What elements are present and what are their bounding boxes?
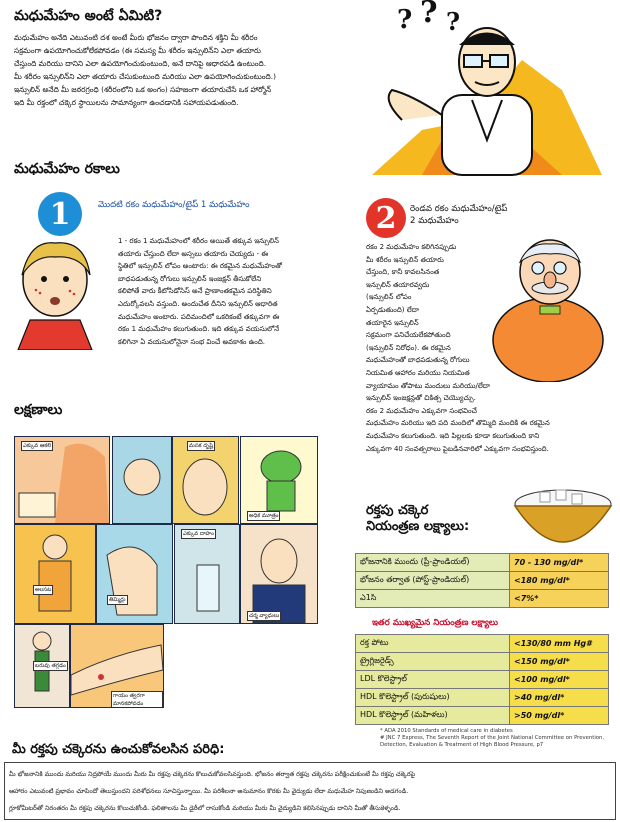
target-value: <130/80 mm Hg#: [510, 635, 609, 653]
range-line: గ్లూకోమీటర్‌తో నిరంతరం మీ రక్తపు చక్కెరను కొలుచుకోండి. ఫలితాలను మీ డైరీలో రాసుకోండి మరియు మీరు మీ వైద్యుడిని కలిసినప్పుడు దానిని మీతో తీసుకెళ్ళండి.: [9, 805, 401, 812]
type2-line: మీ శరీరం ఇన్సులిన్ తయారు: [366, 255, 444, 264]
type1-line: స్థితిలో ఇన్సులిన్ లోపం అంటారు: ఈ రకమైన మధుమేహంతో: [118, 262, 282, 271]
table-row: [356, 671, 609, 689]
table-row: [356, 554, 609, 572]
svg-text:?: ?: [446, 7, 461, 36]
range-line: ఆహారం ఎటువంటి ప్రభావం చూపిందో తెలుస్తుందని పరిశోధనలు సూచిస్తున్నాయి. మీ పరిశీలనా అనుమానం కొరకు మీ వైద్యుడు లేదా మధుమేహ నిపుణుడిని అడగండి.: [9, 788, 409, 795]
type2-title: [410, 204, 507, 228]
type1-title: మొదటి రకం మధుమేహం/టైప్ 1 మధుమేహం: [98, 200, 250, 210]
target-value: <7%*: [510, 590, 609, 608]
type2-line: రకం 2 మధుమేహం ఎక్కువగా సంభవించే: [366, 406, 477, 415]
sugar-bowl-illustration: [510, 488, 616, 554]
type2-description: [366, 241, 616, 455]
intro-line: సక్రమంగా ఉపయోగించుకోలేకపోవడం (ఈ సమస్య మీ శరీరం ఇన్సులిన్‌ని ఎలా తయారు: [14, 46, 261, 55]
symptom-label: తిమ్మిర్లు: [109, 597, 126, 603]
water-glass-icon: [175, 525, 239, 623]
blurred-vision-icon: [113, 437, 171, 523]
type1-line: కలిగినా ఏ వయసులోనైనా సంభ వించే అవకాశం ఉంది.: [118, 337, 266, 346]
target-value: >50 mg/dl*: [510, 707, 609, 725]
type2-badge: [366, 198, 406, 238]
page-title: మధుమేహం అంటే ఏమిటి?: [14, 8, 163, 24]
symptom-panel-eyes: [172, 436, 239, 524]
intro-paragraph: [14, 31, 364, 109]
table-row: [356, 590, 609, 608]
type2-line: ఎక్కువగా 40 సంవత్సరాలు పైబడినవారిలో ఎక్కువగా సంభవిస్తుంది.: [366, 444, 549, 453]
target-value: <150 mg/dl*: [510, 653, 609, 671]
svg-text:?: ?: [420, 0, 438, 30]
symptoms-heading: లక్షణాలు: [14, 402, 63, 418]
symptom-panel-thirst: [174, 524, 240, 624]
type1-line: తయారు చేస్తుంది లేదా అస్సలు తయారు చెయ్యదు - ఈ: [118, 249, 269, 258]
type2-title-line: రెండవ రకం మధుమేహం/టైప్: [410, 204, 508, 214]
symptom-panel-urination: [240, 436, 318, 524]
type2-line: తయారైన ఇన్సులిన్: [366, 318, 419, 327]
symptom-label: బరువు తగ్గడం: [35, 663, 66, 669]
type2-line: మధుమేహం మరియు ఇది పది మందిలో తొమ్మిది మందికి ఈ రకమైన: [366, 419, 550, 428]
symptom-label: మసక దృష్టి: [189, 443, 214, 449]
table-row: [356, 572, 609, 590]
symptom-label: గాయం త్వరగా మానకపోవడం: [111, 691, 163, 708]
target-label: ఎ1సి: [356, 590, 510, 608]
symptom-panel-vision: [112, 436, 172, 524]
type2-line: చేస్తుంది, కానీ కావలసినంత: [366, 268, 440, 277]
symptom-label: అధిక మూత్రం: [249, 513, 279, 519]
symptom-label: అలసట: [35, 587, 52, 593]
confused-doctor-illustration: [362, 0, 617, 190]
sick-boy-illustration: [10, 235, 100, 350]
intro-line: ఇన్సులిన్ అనేది మీ జఠరగ్రంధి (శరీరంలోని ఒక అంగం) సహజంగా తయారుచేసే ఒక హార్మోన్: [14, 85, 272, 94]
type2-line: ఇన్సులిన్ ఇంజక్షన్లతో చికిత్స చెయ్యొచ్చు.: [366, 394, 476, 403]
table-row: [356, 635, 609, 653]
svg-text:?: ?: [397, 5, 413, 35]
symptom-label: చర్మ వ్యాధులు: [249, 613, 280, 619]
target-value: >40 mg/dl*: [510, 689, 609, 707]
symptom-panel-wound: [70, 624, 164, 708]
intro-line: ఇది మీ రక్తంలో చక్కెర స్థాయిలను సామాన్యంగా ఉంచడానికి సహాయపడుతుంది.: [14, 98, 239, 107]
type1-line: ఎదుర్కోవలసి వస్తుంది. అందుచేత దీనిని ఇన్సులిన్ ఆధారిత: [118, 299, 278, 308]
type1-line: రకం 1 మధుమేహం కలుగుతుంది. ఇది తక్కువ వయసులోనే: [118, 325, 280, 334]
type2-title-line: 2 మధుమేహం: [410, 216, 459, 226]
type2-line: సక్రమంగా పనిచేయలేకపోతుంది: [366, 331, 451, 340]
type2-number: 2: [375, 200, 397, 236]
type1-description: [118, 235, 368, 348]
type1-line: బాధపడుతున్న రోగులు ఇన్సులిన్ ఇంజక్షన్ తీసుకోలేని: [118, 274, 262, 283]
type1-badge: [38, 192, 82, 236]
target-label: భోజనానికి ముందు (ప్రీ-ప్రాండియల్): [356, 554, 510, 572]
glucose-heading-line: రక్తపు చక్కెర: [366, 503, 429, 518]
type1-number: 1: [49, 196, 71, 232]
symptom-label: ఎక్కువ దాహం: [183, 531, 214, 537]
intro-line: మధుమేహం అనేది ఎటువంటి దశ అంటే మీరు భోజనం ద్వారా పొందిన శక్తిని మీ శరీరం: [14, 33, 258, 42]
footnotes: [380, 728, 604, 749]
glucose-heading: [366, 503, 469, 535]
range-heading: మీ రక్తపు చక్కెరను ఉంచుకోవలసిన పరిధి:: [12, 742, 225, 757]
type2-line: ఏర్పడుతుంది) లేదా: [366, 305, 419, 314]
intro-line: మీ శరీరం ఇన్సులిన్‌ని ఎలా తయారు చేసుకుంటుంది మరియు ఎలా ఉపయోగించుకుంటుంది.): [14, 72, 276, 81]
scratching-man-icon: [241, 525, 317, 623]
target-label: LDL కొలెస్ట్రాల్: [356, 671, 510, 689]
types-heading: మధుమేహం రకాలు: [14, 161, 120, 177]
target-value: 70 - 130 mg/dl*: [510, 554, 609, 572]
type2-line: నియమిత ఆహారం మరియు నియమిత: [366, 368, 470, 377]
table-row: [356, 689, 609, 707]
symptom-label: ఎక్కువ ఆకలి: [23, 443, 52, 449]
glucose-targets-table: [355, 553, 609, 608]
type2-line: మధుమేహంతో బాధపడుతున్న రోగులు: [366, 356, 470, 365]
target-label: రక్త పోటు: [356, 635, 510, 653]
footnote: # JNC 7 Express, The Seventh Report of the Joint National Committee on Prevention,: [380, 735, 605, 741]
range-line: మీ భోజనానికి ముందు మరియు నిద్రపోయే ముందు మీరు మీ రక్తపు చక్కెరను కొలుచుకోవలసివస్తుంది. భోజనం తర్వాత రక్తపు చక్కెరను పరీక్షించుకుంటే మీ రక్తపు చక్కెరపై: [9, 771, 416, 778]
target-value: <100 mg/dl*: [510, 671, 609, 689]
type2-line: ఇన్సులిన్ తయారవ్వదు: [366, 280, 430, 289]
type2-line: వ్యాయామం తోపాటు మందులు మరియు/లేదా: [366, 381, 491, 390]
table-row: [356, 707, 609, 725]
symptom-panel-hunger: [14, 436, 110, 524]
table-row: [356, 653, 609, 671]
target-value: <180 mg/dl*: [510, 572, 609, 590]
target-label: ట్రైగ్లిజరైడ్స్: [356, 653, 510, 671]
target-label: HDL కొలెస్ట్రాల్ (పురుషులు): [356, 689, 510, 707]
type2-line: (ఇన్సులిన్ లోపం: [366, 293, 412, 302]
symptom-panel-fatigue: [14, 524, 96, 624]
footnote: Detection, Evaluation & Treatment of High Blood Pressure, p7: [380, 742, 544, 748]
weak-person-icon: [15, 525, 95, 623]
type2-line: (ఇన్సులిన్ నిరోధం). ఈ రకమైన: [366, 343, 451, 352]
type1-line: కలిపోతే వారు కీటోసిడోసిస్ అనే ప్రాణాంతకమైన పరిస్థితిని: [118, 287, 272, 296]
target-label: భోజనం తర్వాత (పోస్ట్-ప్రాండియల్): [356, 572, 510, 590]
symptom-panel-feet: [96, 524, 173, 624]
type2-line: రకం 2 మధుమేహం కలిగినప్పుడు: [366, 243, 457, 251]
target-label: HDL కొలెస్ట్రాల్ (మహిళలు): [356, 707, 510, 725]
type1-line: 1 - రకం 1 మధుమేహంలో శరీరం అయితే తక్కువ ఇన్సులిన్: [118, 237, 279, 245]
foot-icon: [97, 525, 172, 623]
symptom-panel-skin: [240, 524, 318, 624]
symptom-panel-weight: [14, 624, 70, 708]
other-targets-table: [355, 634, 609, 725]
glucose-heading-line: నియంత్రణ లక్ష్యాలు:: [366, 519, 470, 534]
intro-line: చేస్తుంది మరియు దానిని ఎలా ఉపయోగించుకుంటుంది, అనే దానిపై ఆధారపడి ఉంటుంది.: [14, 59, 267, 68]
other-targets-heading: ఇతర ముఖ్యమైన నియంత్రణ లక్ష్యాలు: [372, 618, 498, 628]
footnote: * ADA 2010 Standards of medical care in diabetes: [380, 728, 513, 734]
type2-line: మధుమేహం కలుగుతుంది. ఇది పిల్లలకు కూడా కలుగుతుంది కాని: [366, 431, 540, 440]
type1-line: మధుమేహం అంటారు. పదిమందిలో ఒకరికంటే తక్కువగా ఈ: [118, 312, 280, 321]
range-info-box: [4, 762, 616, 820]
